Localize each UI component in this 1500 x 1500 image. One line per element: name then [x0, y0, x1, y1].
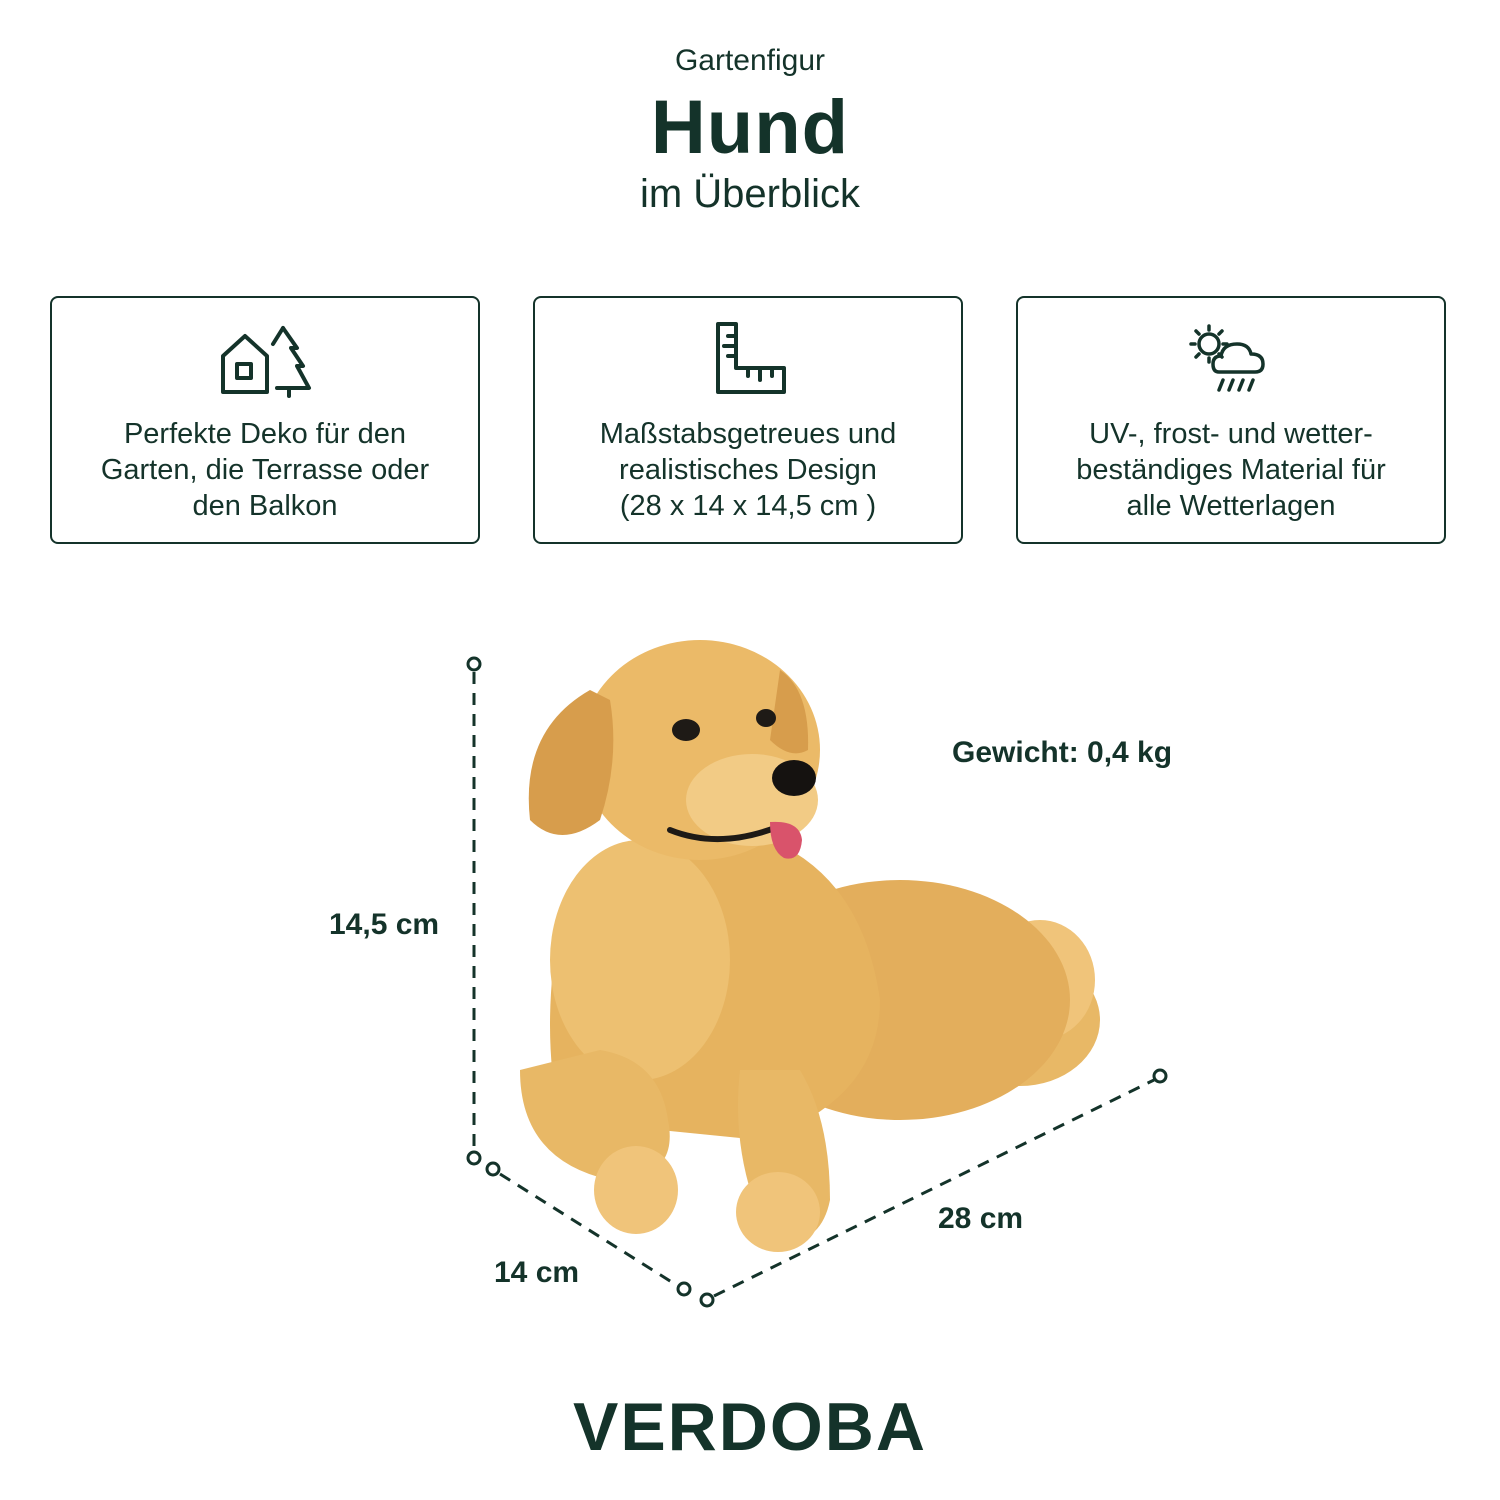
- feature-card-design: [533, 296, 963, 544]
- product-illustration: [0, 600, 1500, 1360]
- dog-figurine-image: [520, 640, 1100, 1252]
- ruler-icon: [700, 322, 796, 398]
- brand-logo: VERDOBA: [572, 1389, 928, 1465]
- product-area: [0, 600, 1500, 1360]
- height-dimension-label: 14,5 cm: [329, 908, 440, 941]
- page-title: Hund: [650, 85, 850, 170]
- depth-dimension-label: 14 cm: [494, 1256, 580, 1289]
- weather-sun-cloud-rain-icon: [1183, 322, 1279, 398]
- feature-text-weather: UV-, frost- und wetter- beständiges Material für alle Wetterlagen: [1076, 418, 1386, 522]
- house-tree-icon: [217, 322, 313, 398]
- subtitle-bottom: im Überblick: [639, 172, 861, 216]
- feature-text-design: Maßstabsgetreues und realistisches Design (28 x 14 x 14,5 cm ): [599, 418, 897, 522]
- length-dimension-label: 28 cm: [938, 1202, 1024, 1235]
- feature-card-decor: [50, 296, 480, 544]
- feature-card-weather: [1016, 296, 1446, 544]
- subtitle-top: Gartenfigur: [674, 44, 826, 77]
- weight-label: Gewicht: 0,4 kg: [952, 736, 1173, 769]
- feature-text-decor: Perfekte Deko für den Garten, die Terrasse oder den Balkon: [100, 418, 430, 522]
